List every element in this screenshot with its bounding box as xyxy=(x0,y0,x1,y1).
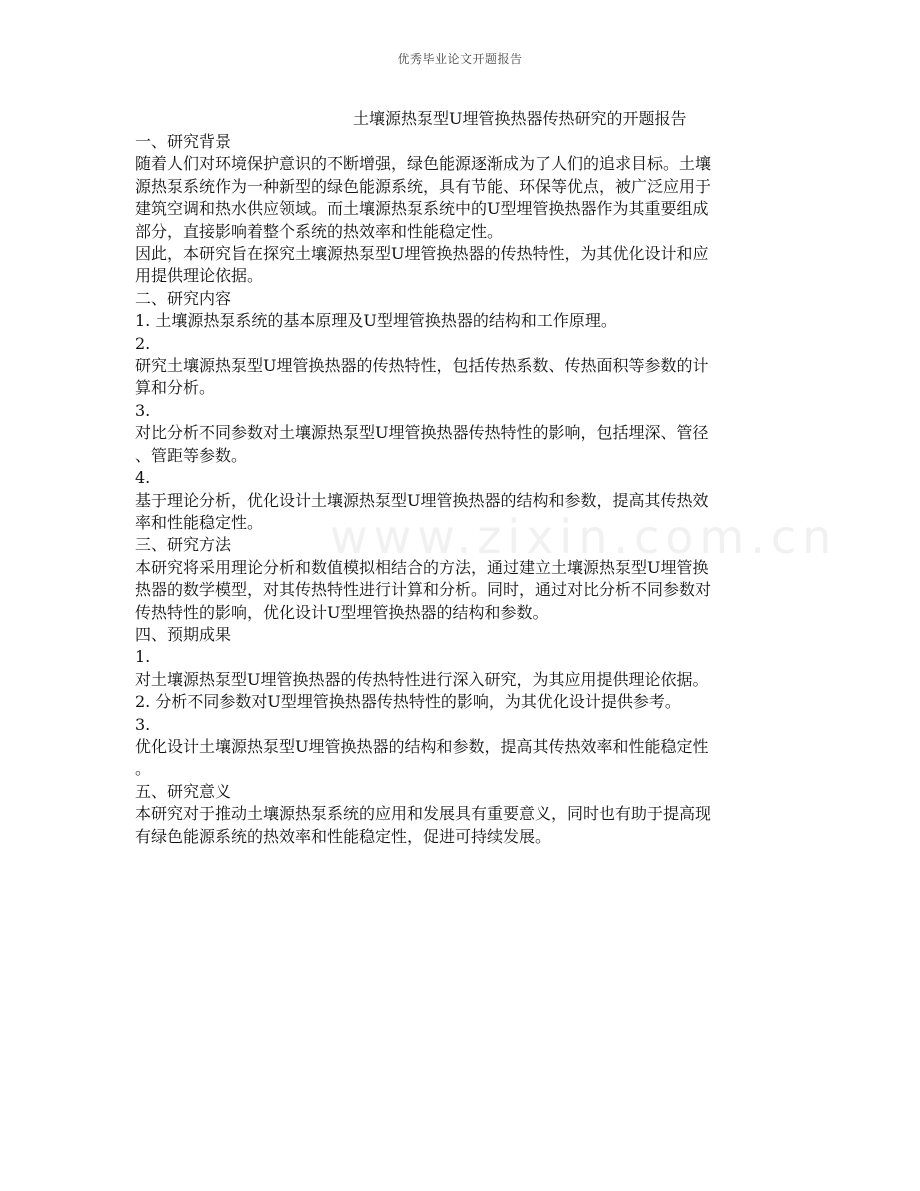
paragraph-line: 、管距等参数。 xyxy=(135,445,248,465)
watermark: www.zixin.com.cn xyxy=(330,510,838,564)
paragraph-line: 2. xyxy=(135,333,151,353)
section-heading: 三、研究方法 xyxy=(135,535,232,555)
document-lines xyxy=(135,131,838,848)
running-header: 优秀毕业论文开题报告 xyxy=(397,52,523,66)
paragraph-line: 3. xyxy=(135,714,151,734)
paragraph-line: 对土壤源热泵型U埋管换热器的传热特性进行深入研究，为其应用提供理论依据。 xyxy=(135,669,709,689)
paragraph-line: 部分，直接影响着整个系统的热效率和性能稳定性。 xyxy=(135,221,504,241)
section-heading: 二、研究内容 xyxy=(135,288,232,308)
section-heading: 四、预期成果 xyxy=(135,624,232,644)
paragraph-line: 4. xyxy=(135,468,151,488)
paragraph-line: 率和性能稳定性。 xyxy=(135,512,264,532)
paragraph-line: 对比分析不同参数对土壤源热泵型U埋管换热器传热特性的影响，包括埋深、管径 xyxy=(135,423,709,443)
paragraph-line: 因此，本研究旨在探究土壤源热泵型U埋管换热器的传热特性，为其优化设计和应 xyxy=(135,244,709,264)
paragraph-line: 算和分析。 xyxy=(135,378,216,398)
paragraph-line: 本研究将采用理论分析和数值模拟相结合的方法，通过建立土壤源热泵型U埋管换 xyxy=(135,557,709,577)
paragraph-line: 研究土壤源热泵型U埋管换热器的传热特性，包括传热系数、传热面积等参数的计 xyxy=(135,356,709,376)
paragraph-line: 基于理论分析，优化设计土壤源热泵型U埋管换热器的结构和参数，提高其传热效 xyxy=(135,490,709,510)
paragraph-line: 热器的数学模型，对其传热特性进行计算和分析。同时，通过对比分析不同参数对 xyxy=(135,580,712,600)
paragraph-line: 。 xyxy=(135,759,152,779)
section-heading: 一、研究背景 xyxy=(135,132,232,151)
paragraph-line: 3. xyxy=(135,400,151,420)
paragraph-line: 用提供理论依据。 xyxy=(135,266,264,286)
paragraph-line: 传热特性的影响，优化设计U型埋管换热器的结构和参数。 xyxy=(135,602,549,622)
document-title: 土壤源热泵型U埋管换热器传热研究的开题报告 xyxy=(353,109,687,128)
section-heading: 五、研究意义 xyxy=(135,781,232,801)
paragraph-line: 随着人们对环境保护意识的不断增强，绿色能源逐渐成为了人们的追求目标。土壤 xyxy=(135,154,712,174)
paragraph-line: 优化设计土壤源热泵型U埋管换热器的结构和参数，提高其传热效率和性能稳定性 xyxy=(135,736,709,756)
document-body xyxy=(135,106,838,848)
paragraph-line: 源热泵系统作为一种新型的绿色能源系统，具有节能、环保等优点，被广泛应用于 xyxy=(135,176,712,196)
paragraph-line: 1. 土壤源热泵系统的基本原理及U型埋管换热器的结构和工作原理。 xyxy=(135,311,617,331)
paragraph-line: 1. xyxy=(135,647,151,667)
paragraph-line: 2. 分析不同参数对U型埋管换热器传热特性的影响，为其优化设计提供参考。 xyxy=(135,692,681,712)
paragraph-line: 本研究对于推动土壤源热泵系统的应用和发展具有重要意义，同时也有助于提高现 xyxy=(135,804,712,824)
paragraph-line: 有绿色能源系统的热效率和性能稳定性，促进可持续发展。 xyxy=(135,826,552,846)
paragraph-line: 建筑空调和热水供应领域。而土壤源热泵系统中的U型埋管换热器作为其重要组成 xyxy=(135,199,709,219)
